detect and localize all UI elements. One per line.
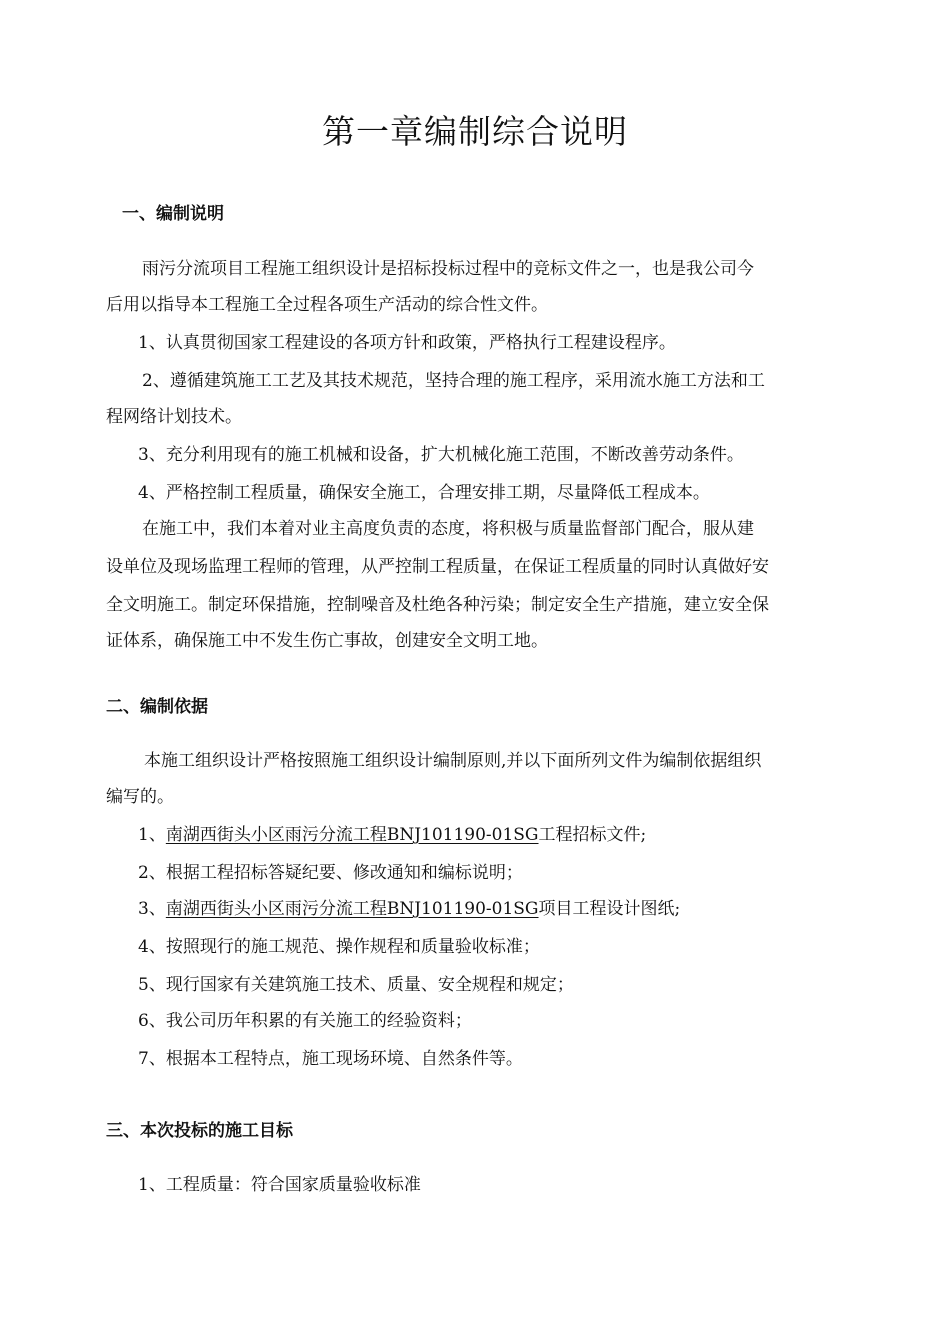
list-item: 2、遵循建筑施工工艺及其技术规范，坚持合理的施工程序，采用流水施工方法和工 bbox=[142, 371, 765, 391]
project-name-underlined: 南湖西街头小区雨污分流工程BNJ101190-01SG bbox=[165, 899, 539, 919]
list-item: 2、根据工程招标答疑纪要、修改通知和编标说明； bbox=[138, 863, 523, 883]
list-item: 4、严格控制工程质量，确保安全施工，合理安排工期，尽量降低工程成本。 bbox=[138, 483, 710, 503]
list-item-text: 项目工程设计图纸; bbox=[538, 899, 681, 919]
section-heading-1: 一、编制说明 bbox=[122, 204, 224, 224]
paragraph-line: 全文明施工。制定环保措施，控制噪音及杜绝各种污染；制定安全生产措施，建立安全保 bbox=[106, 595, 769, 615]
paragraph-line: 在施工中，我们本着对业主高度负责的态度，将积极与质量监督部门配合，服从建 bbox=[142, 519, 754, 539]
page-title: 第一章编制综合说明 bbox=[322, 112, 628, 151]
list-item bbox=[138, 897, 883, 921]
list-item: 1、认真贯彻国家工程建设的各项方针和政策，严格执行工程建设程序。 bbox=[138, 333, 676, 353]
paragraph-line: 设单位及现场监理工程师的管理，从严控制工程质量，在保证工程质量的同时认真做好安 bbox=[106, 557, 769, 577]
list-item-number: 3、 bbox=[138, 899, 166, 919]
list-item: 5、现行国家有关建筑施工技术、质量、安全规程和规定； bbox=[138, 975, 574, 995]
list-item: 6、我公司历年积累的有关施工的经验资料； bbox=[138, 1011, 472, 1031]
project-name-underlined: 南湖西街头小区雨污分流工程BNJ101190-01SG bbox=[165, 825, 539, 845]
list-item bbox=[138, 823, 883, 847]
paragraph-line: 编写的。 bbox=[106, 787, 174, 807]
section-heading-2: 二、编制依据 bbox=[106, 697, 208, 717]
paragraph-line: 程网络计划技术。 bbox=[106, 407, 242, 427]
paragraph-line: 雨污分流项目工程施工组织设计是招标投标过程中的竞标文件之一，也是我公司今 bbox=[142, 259, 754, 279]
paragraph-line: 本施工组织设计严格按照施工组织设计编制原则,并以下面所列文件为编制依据组织 bbox=[144, 751, 762, 771]
list-item-number: 1、 bbox=[138, 825, 166, 845]
list-item-text: 工程招标文件; bbox=[538, 825, 647, 845]
paragraph-line: 后用以指导本工程施工全过程各项生产活动的综合性文件。 bbox=[106, 295, 548, 315]
list-item: 3、充分利用现有的施工机械和设备，扩大机械化施工范围，不断改善劳动条件。 bbox=[138, 445, 744, 465]
list-item: 7、根据本工程特点，施工现场环境、自然条件等。 bbox=[138, 1049, 523, 1069]
paragraph-line: 证体系，确保施工中不发生伤亡事故，创建安全文明工地。 bbox=[106, 631, 548, 651]
list-item: 1、工程质量：符合国家质量验收标准 bbox=[138, 1175, 421, 1195]
list-item: 4、按照现行的施工规范、操作规程和质量验收标准； bbox=[138, 937, 540, 957]
section-heading-3: 三、本次投标的施工目标 bbox=[106, 1121, 293, 1141]
